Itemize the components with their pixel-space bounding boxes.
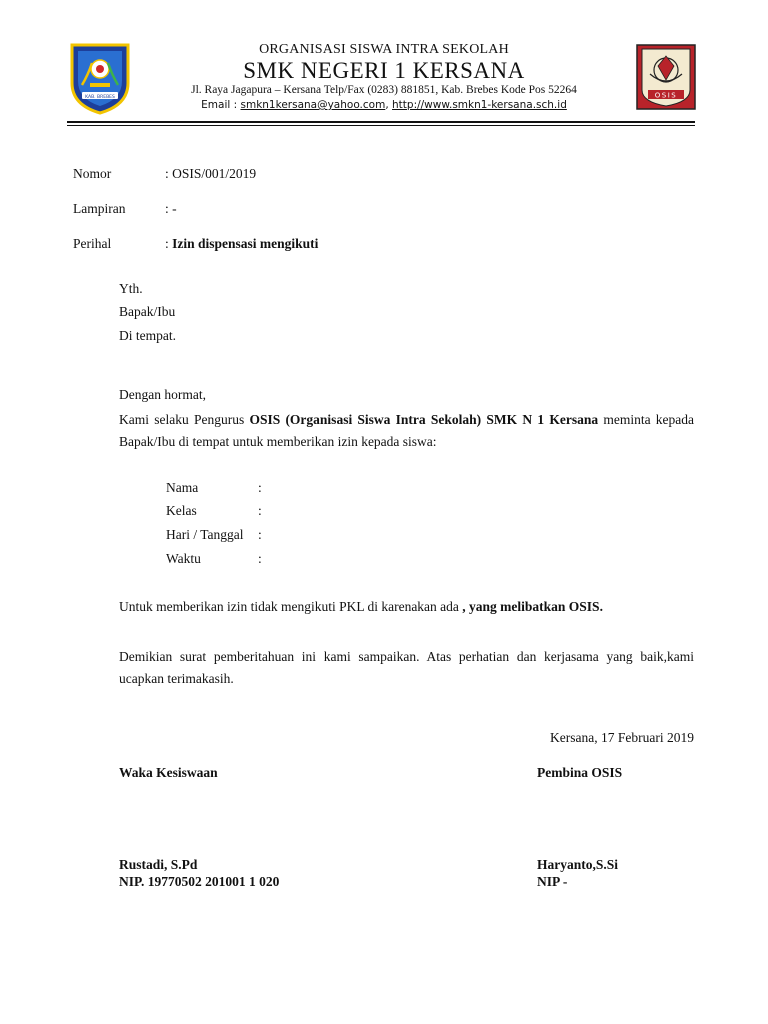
perihal-line [165, 235, 318, 253]
intro-paragraph [119, 409, 694, 453]
reason-emphasis: , yang melibatkan OSIS. [462, 599, 603, 614]
intro-text-end: meminta kepada Bapak/Ibu di tempat untuk memberikan izin kepada siswa: [119, 412, 695, 449]
perihal-colon: : [165, 236, 173, 251]
left-signer-nip: NIP. 19770502 201001 1 020 [119, 874, 280, 889]
contact-separator: , [385, 99, 393, 111]
right-signer-name: Haryanto,S.Si [537, 857, 619, 872]
school-address: Jl. Raya Jagapura – Kersana Telp/Fax (0283) 881851, Kab. Brebes Kode Pos 52264 [191, 84, 577, 96]
field-hari-colon: : [258, 527, 262, 542]
field-kelas-label: Kelas [166, 503, 197, 518]
organization-name: ORGANISASI SISWA INTRA SEKOLAH [259, 42, 509, 57]
lampiran-label: Lampiran [73, 201, 126, 216]
right-signer-title: Pembina OSIS [537, 765, 623, 780]
reason-paragraph [119, 598, 719, 616]
perihal-value: Izin dispensasi mengikuti [172, 236, 319, 251]
school-contact [0, 99, 768, 111]
recipient-place: Di tempat. [119, 328, 176, 343]
field-waktu-colon: : [258, 551, 262, 566]
nomor-label: Nomor [73, 166, 112, 181]
website-link[interactable]: http://www.smkn1-kersana.sch.id [392, 99, 567, 111]
school-name: SMK NEGERI 1 KERSANA [243, 58, 525, 83]
left-logo-caption: KAB. BREBES [85, 95, 115, 100]
closing-paragraph: Demikian surat pemberitahuan ini kami sampaikan. Atas perhatian dan kerjasama yang baik,kami ucapkan terimakasih. [119, 649, 694, 686]
field-nama-colon: : [258, 480, 262, 495]
field-hari-label: Hari / Tanggal [166, 527, 244, 542]
left-signer-name: Rustadi, S.Pd [119, 857, 198, 872]
greeting: Dengan hormat, [119, 387, 206, 402]
email-label: Email : [201, 99, 241, 111]
perihal-label: Perihal [73, 236, 112, 251]
header-divider-thin [67, 125, 695, 126]
field-waktu-label: Waktu [166, 551, 201, 566]
field-kelas-colon: : [258, 503, 262, 518]
place-date: Kersana, 17 Februari 2019 [550, 730, 694, 745]
right-signer-nip: NIP - [537, 874, 568, 889]
nomor-value: : OSIS/001/2019 [165, 166, 257, 181]
field-nama-label: Nama [166, 480, 199, 495]
intro-org-name: OSIS (Organisasi Siswa Intra Sekolah) SMK N 1 Kersana [249, 412, 599, 427]
recipient-yth: Yth. [119, 281, 143, 296]
header-divider-thick [67, 121, 695, 123]
left-signer-title: Waka Kesiswaan [119, 765, 218, 780]
right-logo-caption: OSIS [654, 91, 678, 100]
reason-text: Untuk memberikan izin tidak mengikuti PKL di karenakan ada [119, 599, 463, 614]
recipient-name: Bapak/Ibu [119, 304, 176, 319]
intro-text-start: Kami selaku Pengurus [119, 412, 250, 427]
lampiran-value: : - [165, 201, 177, 216]
email-link[interactable]: smkn1kersana@yahoo.com [240, 99, 386, 111]
